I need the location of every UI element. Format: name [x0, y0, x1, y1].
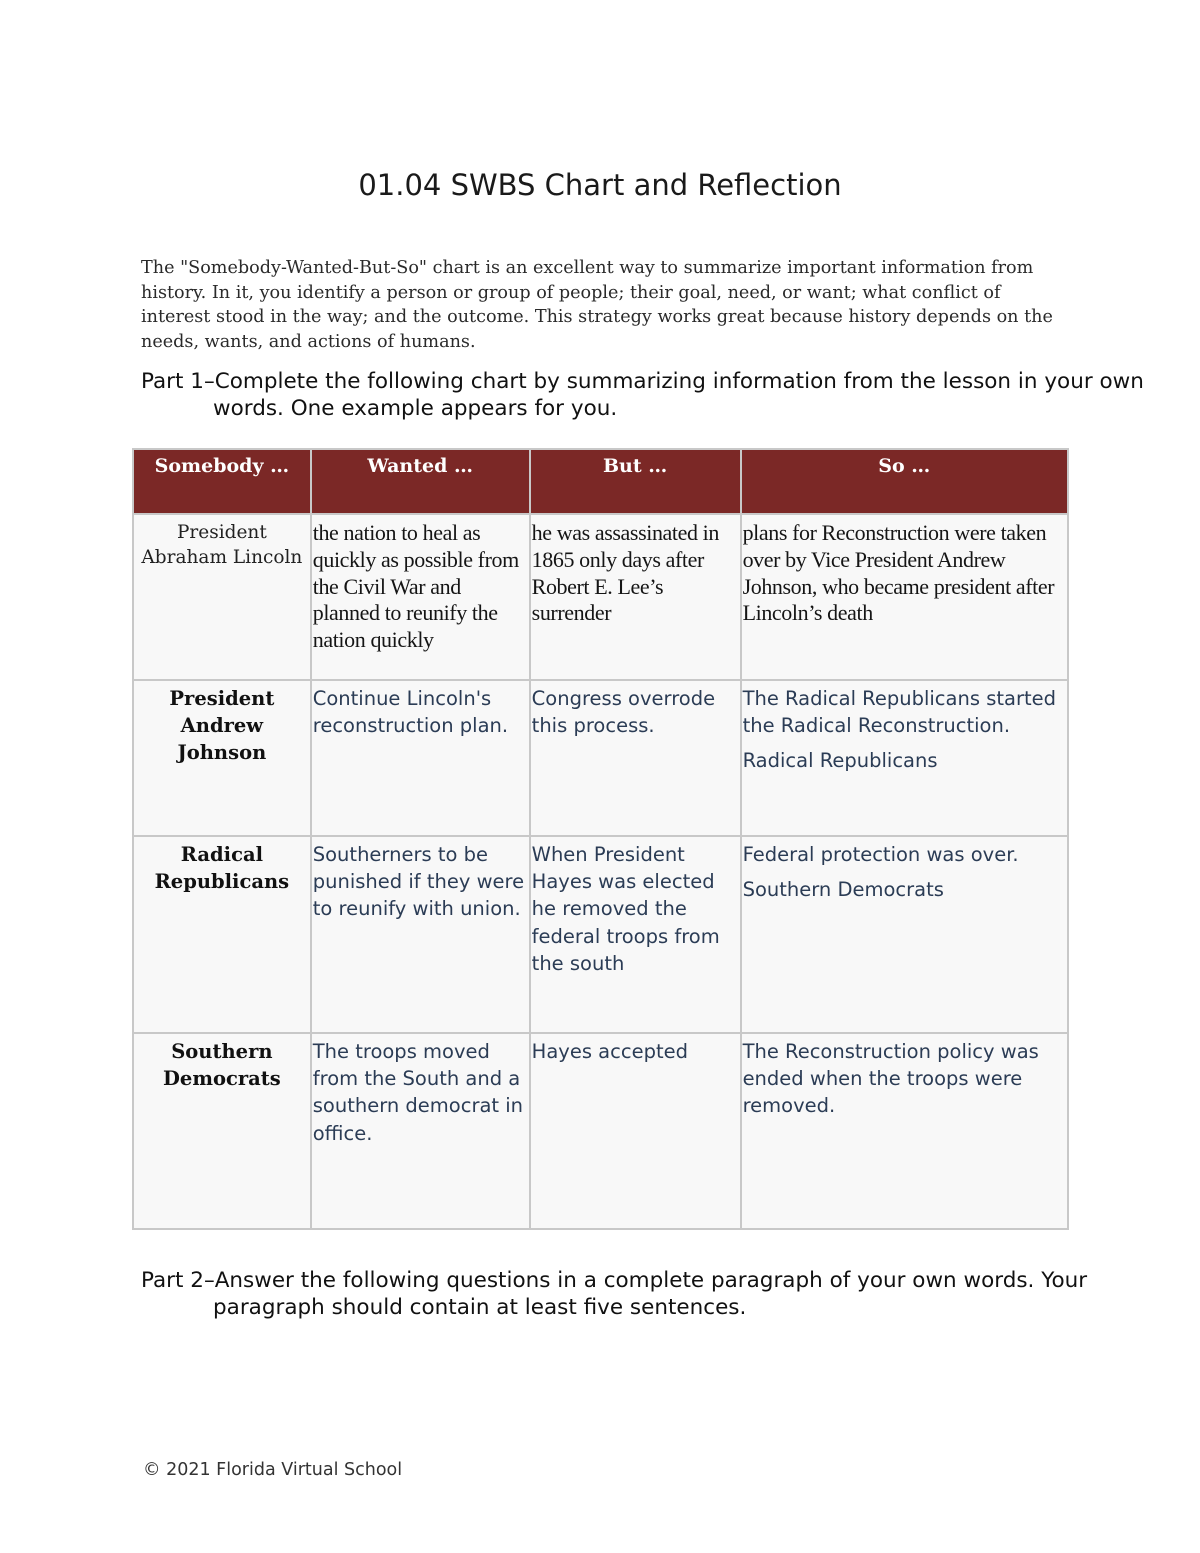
page-title: 01.04 SWBS Chart and Reflection	[358, 168, 842, 202]
but-answer[interactable]: When President Hayes was elected he removed the federal troops from the south	[531, 843, 720, 975]
header-but: But …	[530, 449, 741, 514]
somebody-text: President Andrew Johnson	[169, 687, 275, 764]
cell-wanted[interactable]	[311, 1033, 530, 1229]
part2-instructions: Part 2–Answer the following questions in a complete paragraph of your own words. Your paragraph should contain at least five sentences.	[141, 1268, 1088, 1320]
cell-so	[741, 514, 1068, 680]
cell-so[interactable]	[741, 836, 1068, 1033]
cell-somebody	[133, 680, 311, 836]
wanted-answer[interactable]: Southerners to be punished if they were to reunify with union.	[312, 843, 525, 921]
so-answer-text[interactable]: The Radical Republicans started the Radical Reconstruction.	[742, 687, 1056, 738]
so-text: plans for Reconstruction were taken over by Vice President Andrew Johnson, who became president after Lincoln’s death	[742, 520, 1055, 626]
wanted-text: the nation to heal as quickly as possible from the Civil War and planned to reunify the nation quickly	[312, 520, 519, 653]
table-row	[133, 514, 1068, 680]
table-row	[133, 680, 1068, 836]
but-answer[interactable]: Congress overrode this process.	[531, 687, 716, 738]
somebody-text: Southern Democrats	[163, 1040, 281, 1090]
but-text: he was assassinated in 1865 only days after Robert E. Lee’s surrender	[531, 520, 719, 626]
so-answer[interactable]	[742, 681, 1067, 775]
so-answer[interactable]	[742, 837, 1067, 903]
table-row	[133, 836, 1068, 1033]
swbs-chart	[132, 448, 1069, 1230]
cell-so[interactable]	[741, 680, 1068, 836]
somebody-text: President Abraham Lincoln	[141, 522, 303, 568]
header-somebody: Somebody …	[133, 449, 311, 514]
so-answer-text[interactable]: Federal protection was over.	[742, 843, 1019, 866]
cell-but[interactable]	[530, 836, 741, 1033]
but-answer[interactable]: Hayes accepted	[531, 1040, 688, 1063]
cell-somebody	[133, 836, 311, 1033]
wanted-answer[interactable]: Continue Lincoln's reconstruction plan.	[312, 687, 509, 738]
cell-somebody	[133, 1033, 311, 1229]
somebody-text: Radical Republicans	[154, 843, 290, 893]
header-wanted: Wanted …	[311, 449, 530, 514]
header-so: So …	[741, 449, 1068, 514]
cell-but[interactable]	[530, 680, 741, 836]
so-answer-extra[interactable]: Southern Democrats	[742, 878, 944, 902]
cell-but[interactable]	[530, 1033, 741, 1229]
header-row	[133, 449, 1068, 514]
so-answer-extra[interactable]: Radical Republicans	[742, 749, 938, 773]
part1-instructions: Part 1–Complete the following chart by summarizing information from the lesson in your own words. One example appears for you.	[141, 369, 1144, 421]
intro-paragraph: The "Somebody-Wanted-But-So" chart is an excellent way to summarize important information from history. In it, you identify a person or group of people; their goal, need, or want; what conflict of interest stood in the way; and the outcome. This strategy works great because history depends on the needs, wants, and actions of humans.	[141, 258, 1053, 352]
cell-wanted[interactable]	[311, 836, 530, 1033]
table-row	[133, 1033, 1068, 1229]
wanted-answer[interactable]: The troops moved from the South and a southern democrat in office.	[312, 1040, 524, 1145]
cell-wanted[interactable]	[311, 680, 530, 836]
cell-wanted	[311, 514, 530, 680]
cell-but	[530, 514, 741, 680]
so-answer[interactable]: The Reconstruction policy was ended when the troops were removed.	[742, 1040, 1039, 1118]
cell-somebody	[133, 514, 311, 680]
cell-so[interactable]	[741, 1033, 1068, 1229]
copyright-footer: © 2021 Florida Virtual School	[143, 1460, 403, 1480]
